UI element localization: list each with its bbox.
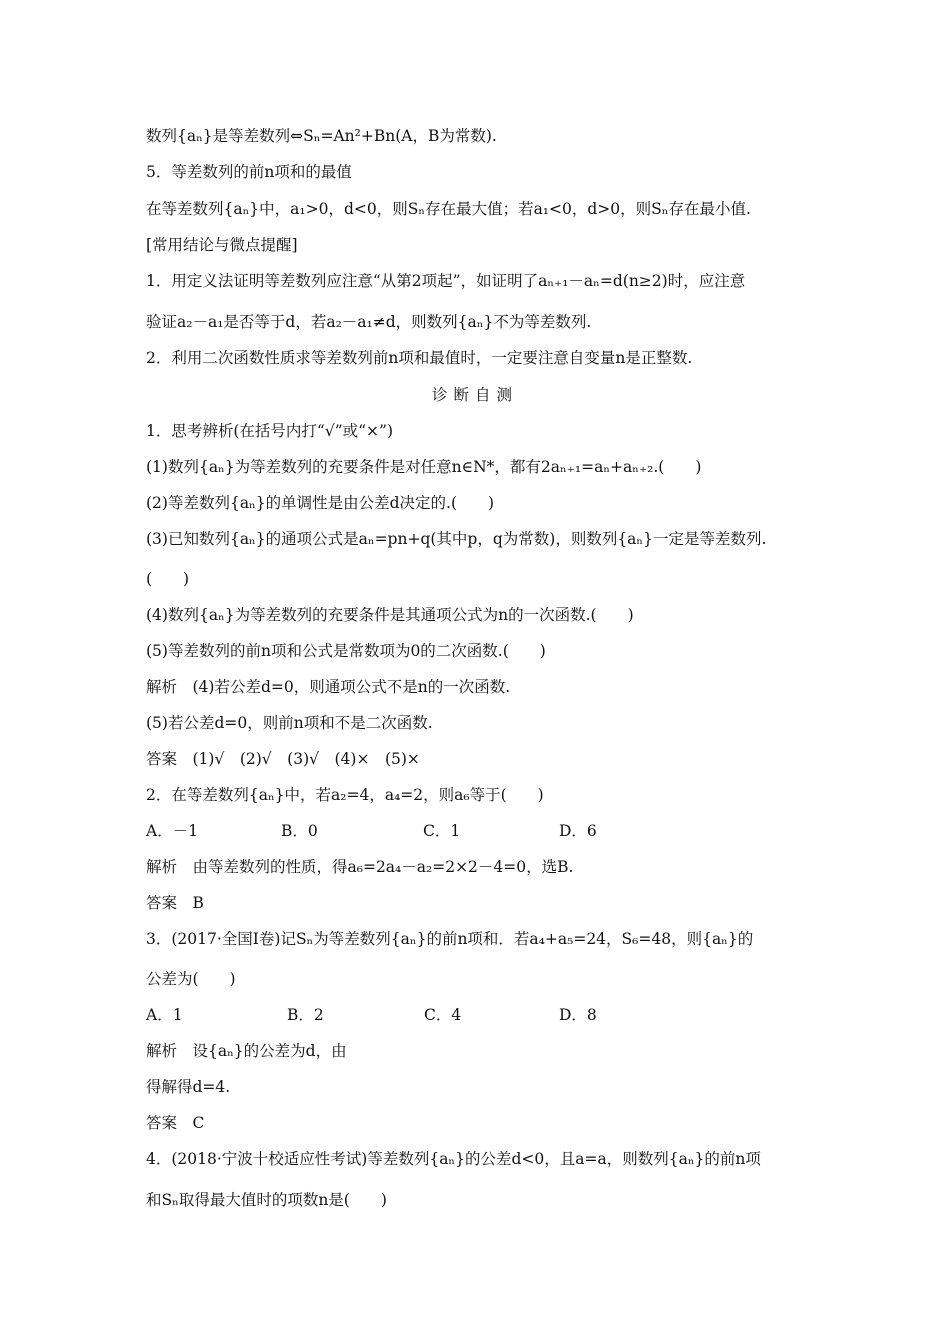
text-line: 公差为( )	[146, 970, 236, 988]
answer-line: 答案 B	[146, 894, 204, 912]
text-line: 数列{aₙ}是等差数列⇔Sₙ=An²+Bn(A，B为常数).	[146, 127, 497, 145]
question-stem: 2．在等差数列{aₙ}中，若a₂=4，a₄=2，则a₆等于( )	[146, 786, 544, 804]
analysis-line: 解析 设{aₙ}的公差为d，由	[146, 1042, 347, 1060]
option-c: C．4	[424, 1006, 462, 1024]
analysis-line: 解析 (4)若公差d=0，则通项公式不是n的一次函数.	[146, 678, 511, 696]
section-heading: 5．等差数列的前n项和的最值	[146, 163, 352, 181]
answer-line: 答案 C	[146, 1114, 205, 1132]
text-line: 和Sₙ取得最大值时的项数n是( )	[146, 1191, 387, 1209]
text-line: 在等差数列{aₙ}中，a₁>0，d<0，则Sₙ存在最大值；若a₁<0，d>0，则Sₙ存在最小值.	[146, 200, 751, 218]
text-line: (5)等差数列的前n项和公式是常数项为0的二次函数.( )	[146, 642, 546, 660]
text-line: ( )	[146, 570, 190, 588]
text-line: 验证a₂－a₁是否等于d，若a₂－a₁≠d，则数列{aₙ}不为等差数列.	[146, 313, 592, 331]
question-stem: 1．思考辨析(在括号内打“√”或“×”)	[146, 422, 394, 440]
text-line: 1．用定义法证明等差数列应注意“从第2项起”，如证明了aₙ₊₁－aₙ=d(n≥2)时，应注意	[146, 272, 746, 290]
section-heading: [常用结论与微点提醒]	[146, 236, 298, 254]
analysis-line: 得解得d=4.	[146, 1078, 231, 1096]
text-line: (1)数列{aₙ}为等差数列的充要条件是对任意n∈N*，都有2aₙ₊₁=aₙ+aₙ₊₂.( )	[146, 458, 702, 476]
text-line: (2)等差数列{aₙ}的单调性是由公差d决定的.( )	[146, 494, 495, 512]
text-line: 2．利用二次函数性质求等差数列前n项和最值时，一定要注意自变量n是正整数.	[146, 349, 693, 367]
analysis-line: 解析 由等差数列的性质，得a₆=2a₄－a₂=2×2－4=0，选B.	[146, 858, 574, 876]
option-a: A．1	[146, 1006, 183, 1024]
option-b: B．2	[287, 1006, 324, 1024]
option-d: D．6	[559, 822, 597, 840]
analysis-line: (5)若公差d=0，则前n项和不是二次函数.	[146, 714, 433, 732]
option-c: C．1	[423, 822, 461, 840]
option-b: B．0	[281, 822, 318, 840]
text-line: (4)数列{aₙ}为等差数列的充要条件是其通项公式为n的一次函数.( )	[146, 606, 634, 624]
section-title: 诊断自测	[431, 386, 518, 404]
option-d: D．8	[559, 1006, 597, 1024]
text-line: (3)已知数列{aₙ}的通项公式是aₙ=pn+q(其中p，q为常数)，则数列{aₙ}一定是等差数列.	[146, 530, 767, 548]
option-a: A．－1	[146, 822, 199, 840]
question-stem: 4．(2018·宁波十校适应性考试)等差数列{aₙ}的公差d<0，且a=a，则数列{aₙ}的前n项	[146, 1150, 761, 1168]
answer-line: 答案 (1)√ (2)√ (3)√ (4)× (5)×	[146, 750, 420, 768]
question-stem: 3．(2017·全国Ⅰ卷)记Sₙ为等差数列{aₙ}的前n项和．若a₄+a₅=24，S₆=48，则{aₙ}的	[146, 930, 754, 948]
